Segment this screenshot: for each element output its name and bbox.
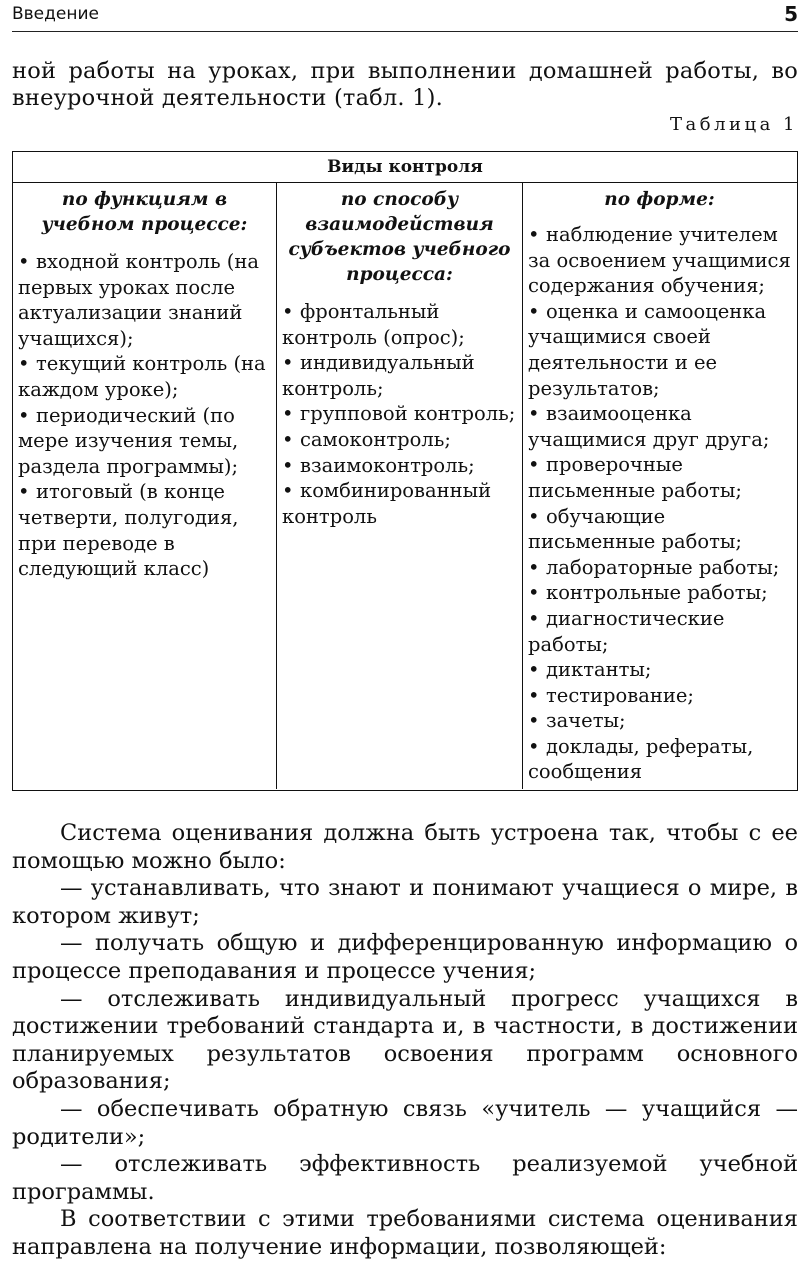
bullet-icon: • — [282, 479, 294, 503]
list-item: • текущий контроль (на каждом уроке); — [18, 352, 266, 401]
bullet-icon: • — [528, 709, 540, 733]
column-heading: по функциям в учебном процессе: — [41, 189, 248, 235]
column-list — [18, 249, 271, 582]
bullet-icon: • — [528, 299, 540, 323]
running-header — [12, 2, 798, 26]
list-item: • входной контроль (на первых уроках после актуализации знаний учащихся); — [18, 250, 260, 350]
table-caption: Таблица 1 — [670, 114, 798, 135]
list-item: • обучающие письменные работы; — [528, 504, 742, 554]
table-column-functions — [13, 183, 276, 789]
body-paragraph: Система оценивания должна быть устроена так, чтобы с ее помощью можно было: — [12, 820, 798, 874]
bullet-icon: • — [282, 402, 294, 426]
book-page — [12, 0, 798, 1260]
bullet-icon: • — [282, 427, 294, 451]
list-item: • тестирование; — [528, 683, 694, 707]
body-paragraph: — отслеживать индивидуальный прогресс учащихся в достижении требований стандарта и, в частности, в достижении планируемых результатов освоения программ основного образования; — [12, 985, 798, 1095]
list-item: • наблюдение учителем за освоением учащимися содержания обучения; — [528, 223, 791, 298]
bullet-icon: • — [18, 352, 30, 376]
column-list — [528, 222, 791, 785]
list-item: • индивидуальный контроль; — [282, 351, 475, 400]
list-item: • диагностические работы; — [528, 606, 725, 656]
list-item: • оценка и самооценка учащимися своей деятельности и ее результатов; — [528, 299, 767, 400]
intro-paragraph: ной работы на уроках, при выполнении домашней работы, во внеурочной деятельности (табл. 1). — [12, 58, 798, 111]
table-column-form — [522, 183, 796, 789]
bullet-icon: • — [282, 300, 294, 323]
list-item: • комбинированный контроль — [282, 479, 492, 528]
body-text — [12, 820, 798, 1262]
bullet-icon: • — [528, 683, 540, 707]
bullet-icon: • — [282, 453, 294, 477]
table-columns — [13, 183, 797, 789]
body-paragraph: — устанавливать, что знают и понимают учащиеся о мире, в котором живут; — [12, 875, 798, 929]
column-heading: по форме: — [604, 189, 715, 210]
list-item: • проверочные письменные работы; — [528, 453, 742, 502]
table-column-interaction — [276, 183, 522, 789]
bullet-icon: • — [528, 504, 540, 528]
section-title: Введение — [12, 4, 99, 24]
list-item: • лабораторные работы; — [528, 555, 780, 579]
body-paragraph: — отслеживать эффективность реализуемой учебной программы. — [12, 1151, 798, 1205]
control-types-table — [12, 151, 798, 791]
page-number: 5 — [784, 2, 798, 26]
bullet-icon: • — [18, 480, 30, 504]
bullet-icon: • — [528, 581, 540, 605]
list-item: • зачеты; — [528, 709, 626, 733]
bullet-icon: • — [528, 453, 540, 477]
bullet-icon: • — [282, 351, 294, 375]
list-item: • периодический (по мере изучения темы, раздела программы); — [18, 403, 239, 478]
list-item: • взаимооценка учащимися друг друга; — [528, 402, 770, 451]
list-item: • итоговый (в конце четверти, полугодия, при переводе в следующий класс) — [18, 480, 239, 581]
bullet-icon: • — [528, 223, 540, 246]
bullet-icon: • — [528, 402, 540, 426]
list-item: • доклады, рефераты, сообщения — [528, 734, 754, 784]
bullet-icon: • — [18, 250, 30, 273]
body-paragraph: — получать общую и дифференцированную информацию о процессе преподавания и процессе учения; — [12, 930, 798, 984]
body-paragraph: В соответствии с этими требованиями система оценивания направлена на получение информации, позволяющей: — [12, 1206, 798, 1260]
list-item: • взаимоконтроль; — [282, 453, 475, 477]
list-item: • фронтальный контроль (опрос); — [282, 300, 465, 349]
bullet-icon: • — [18, 403, 30, 427]
header-rule — [12, 31, 798, 32]
bullet-icon: • — [528, 606, 540, 630]
list-item: • самоконтроль; — [282, 427, 451, 451]
table-title: Виды контроля — [13, 152, 797, 183]
column-heading: по способу взаимодействия субъектов учебного процесса: — [288, 189, 511, 285]
bullet-icon: • — [528, 734, 540, 758]
bullet-icon: • — [528, 555, 540, 579]
list-item: • контрольные работы; — [528, 581, 768, 605]
column-list — [282, 299, 517, 529]
body-paragraph: — обеспечивать обратную связь «учитель — учащийся — родители»; — [12, 1095, 798, 1150]
list-item: • диктанты; — [528, 658, 652, 682]
list-item: • групповой контроль; — [282, 402, 516, 426]
bullet-icon: • — [528, 658, 540, 682]
